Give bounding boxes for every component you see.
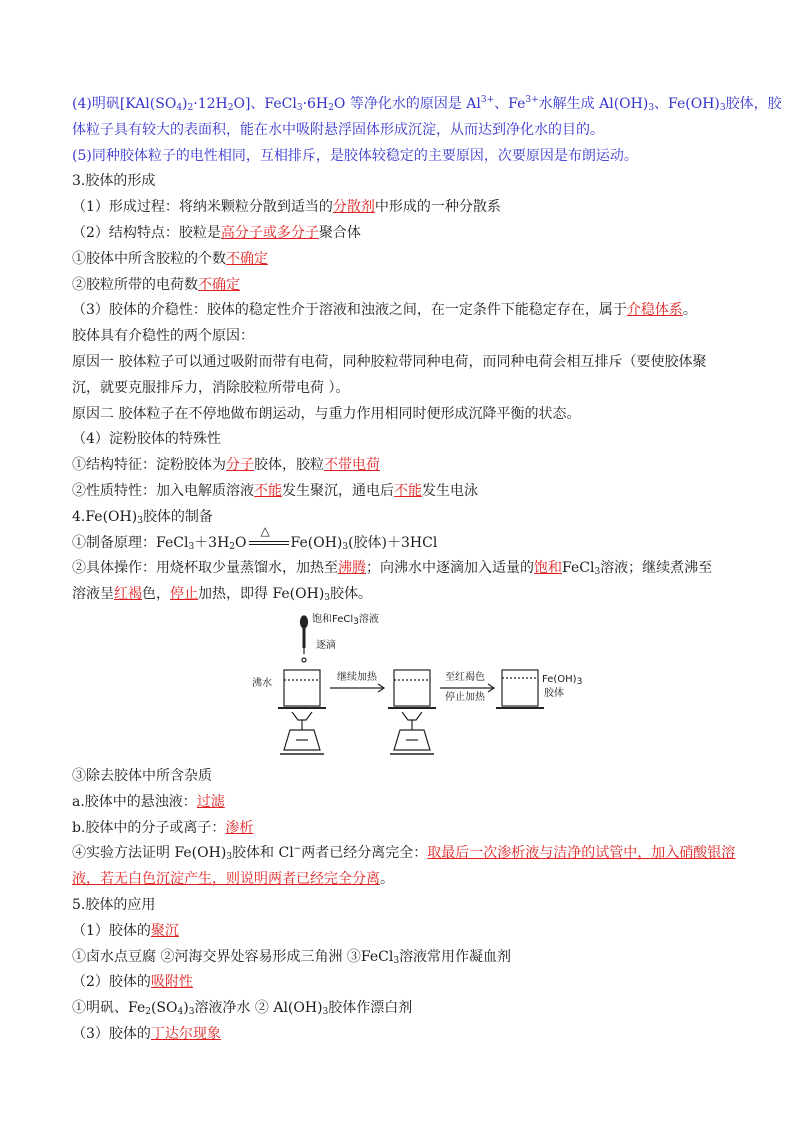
charge-count: ②胶粒所带的电荷数不确定 [72,276,240,293]
answer-adsorption: 吸附性 [150,974,193,991]
formation-process: （1）形成过程：将纳米颗粒分散到适当的分散剂中形成的一种分散系 [72,199,501,216]
answer-cannot-2: 不能 [394,482,422,499]
starch-property: ②性质特性：加入电解质溶液不能发生聚沉，通电后不能发生电泳 [72,482,478,499]
reason-one-line1: 原因一 胶体粒子可以通过吸附而带有电荷，同种胶粒带同种电荷，而同种电荷会相互排斥（要使胶体聚 [72,353,707,370]
answer-uncertain-1: 不确定 [226,250,268,267]
document-page [72,92,782,1048]
section-4-title: $4.Fe(OH)_3$胶体的制备 [72,508,213,526]
metastability: （3）胶体的介稳性：胶体的稳定性介于溶液和浊液之间，在一定条件下能稳定存在，属于介稳体系。 [72,302,697,319]
answer-boiling: 沸腾 [338,560,366,577]
experiment-line2: 液，若无白色沉淀产生，则说明两者已经完全分离。 [72,871,394,888]
answer-cannot-1: 不能 [254,482,282,499]
answer-tyndall: 丁达尔现象 [150,1025,221,1042]
alum-purification-line2: 体粒子具有较大的表面积，能在水中吸附悬浮固体形成沉淀，从而达到净化水的目的。 [72,121,604,138]
adsorption-examples: ①明矾、$Fe_2(SO_4)_3$溶液净水 ② $Al(OH)_3$胶体作漂白剂 [72,1000,413,1018]
label-red-brown: 至红褐色 [445,671,485,683]
answer-no-charge: 不带电荷 [324,457,380,474]
answer-red-brown: 红褐 [114,586,142,603]
answer-stop: 停止 [170,586,198,603]
reason-two: 原因二 胶体粒子在不停地做布朗运动，与重力作用相同时便形成沉降平衡的状态。 [72,405,581,422]
answer-metastable-system: 介稳体系 [626,302,683,319]
answer-dispersant: 分散剂 [332,199,375,216]
label-saturated-fecl3: 饱和FeCl$_3$溶液 [312,613,379,627]
alum-purification-line1: (4)明矾$[KAl(SO_4)_2\cdot 12H_2O]$、$FeCl_3\cdot 6H_2O$ 等净化水的原因是 $Al^{3+}$、$Fe^{3+}$水解生成 $Al(OH)_3$、$Fe(OH)_3$胶体，胶 [72,95,782,113]
apparatus-drawing [244,612,564,762]
answer-dialysis: 渗析 [225,819,254,836]
beaker-2-icon [394,670,430,706]
answer-filtration: 过滤 [196,793,225,810]
label-boiling-water: 沸水 [252,677,272,689]
delta-symbol: △ [260,523,270,538]
colloid-preparation-figure [244,612,583,762]
coagulation-title: （1）胶体的聚沉 [72,922,179,939]
beaker-3-icon [502,670,538,706]
answer-molecule: 分子 [226,457,254,474]
starch-colloid-title: （4）淀粉胶体的特殊性 [72,431,221,448]
structure-feature: （2）结构特点：胶粒是高分子或多分子聚合体 [72,224,361,241]
beaker-1-icon [284,670,320,706]
particle-count: ①胶体中所含胶粒的个数不确定 [72,250,268,267]
label-dropwise: 逐滴 [316,639,336,651]
colloid-stability-reason: (5)同种胶体粒子的电性相同，互相排斥，是胶体较稳定的主要原因，次要原因是布朗运动。 [72,147,638,164]
tyndall-title: （3）胶体的丁达尔现象 [72,1025,221,1042]
remove-suspension: a.胶体中的悬浊液：过滤 [72,793,225,810]
preparation-equation: ①制备原理：$FeCl_3+3H_2O$ △ $Fe(OH)_3$(胶体)＋3HCl [72,531,732,557]
section-5-title: 5.胶体的应用 [72,896,156,913]
operation-line2: 溶液呈红褐色，停止加热，即得 $Fe(OH)_3$胶体。 [72,586,373,604]
metastability-reasons-title: 胶体具有介稳性的两个原因： [72,328,254,345]
answer-uncertain-2: 不确定 [198,276,240,293]
reason-one-line2: 沉，就要克服排斥力，消除胶粒所带电荷 ）。 [72,379,350,396]
dropper-bulb-icon [301,616,308,628]
label-product-feoh3: $Fe(OH)_3$ [542,673,583,687]
label-continue-heating: 继续加热 [337,671,377,683]
experiment-line1: ④实验方法证明 $Fe(OH)_3$胶体和 Cl−两者已经分离完全：取最后一次渗析液与洁净的试管中，加入硝酸银溶 [72,844,736,863]
remove-molecules-ions: b.胶体中的分子或离子：渗析 [72,819,254,836]
section-3-title: 3.胶体的形成 [72,173,156,190]
answer-polymer: 高分子或多分子 [220,224,319,241]
answer-experiment-part1: 取最后一次渗析液与洁净的试管中，加入硝酸银溶 [427,845,736,862]
label-product-colloid: 胶体 [544,687,564,699]
operation-line1: ②具体操作：用烧杯取少量蒸馏水，加热至沸腾；向沸水中逐滴加入适量的饱和FeCl$_3$溶液；继续煮沸至 [72,560,713,578]
answer-saturated: 饱和 [534,560,562,577]
heat-equals-sign [247,523,291,557]
starch-structure: ①结构特征：淀粉胶体为分子胶体，胶粒不带电荷 [72,457,380,474]
label-stop-heating: 停止加热 [445,691,485,703]
coagulation-examples: ①卤水点豆腐 ②河海交界处容易形成三角洲 ③FeCl$_3$溶液常用作凝血剂 [72,948,512,966]
answer-coagulation: 聚沉 [150,922,179,939]
answer-experiment-part2: 液，若无白色沉淀产生，则说明两者已经完全分离 [72,871,380,888]
adsorption-title: （2）胶体的吸附性 [72,974,193,991]
remove-impurities-title: ③除去胶体中所含杂质 [72,767,212,784]
drop-icon [302,658,306,662]
